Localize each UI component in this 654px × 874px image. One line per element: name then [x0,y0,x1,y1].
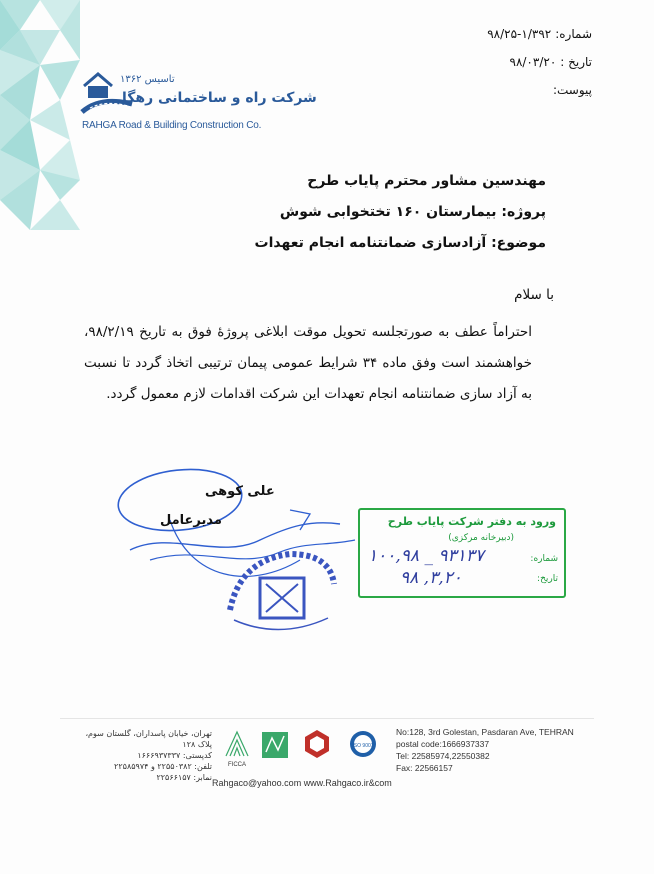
footer-address-fa: تهران، خیابان پاسداران، گلستان سوم، پلاک ۱۲۸ [85,729,212,749]
meta-number-value: ۹۸/۲۵-۱/۳۹۲ [487,27,552,41]
iso-badge [346,726,380,770]
meta-attachment-label: پیوست: [552,83,592,97]
subject-line: موضوع: آزادسازی ضمانتنامه انجام تعهدات [254,235,546,251]
corner-pattern [0,0,80,230]
footer-postal-fa: کدپستی: ۱۶۶۶۹۳۷۳۳۷ [137,751,212,760]
letter-body [84,280,554,410]
green-cert-icon [258,726,292,770]
greeting: با سلام [514,287,554,303]
signatory-title: مدیرعامل [160,513,222,528]
stamp-date-handwritten: ۹۸ ,۳,۲۰ [400,568,462,588]
receipt-stamp [358,508,566,598]
recipient: مهندسین مشاور محترم پایاب طرح [307,173,546,189]
footer-address-en: No:128, 3rd Golestan, Pasdaran Ave, TEHRAN [396,727,574,737]
footer-web[interactable]: Rahgaco@yahoo.com www.Rahgaco.ir&com [212,778,392,788]
footer-tel-en: Tel: 22585974,22550382 [396,751,490,761]
stamp-title: ورود به دفتر شرکت پایاب طرح [387,515,556,528]
stamp-subtitle: (دبیرخانه مرکزی) [448,533,514,543]
project-line: پروژه: بیمارستان ۱۶۰ تختخوابی شوش [279,204,546,220]
company-name-fa: شرکت راه و ساختمانی رهگا [122,90,317,106]
stamp-date-label: تاریخ: [537,574,558,584]
footer-contact-fa [72,728,212,783]
stamp-number-label: شماره: [530,554,558,564]
company-seal [220,540,340,640]
iso-label: ISO 9001 [352,743,374,749]
meta-number-label: شماره: [555,27,592,41]
ficca-badge [220,726,254,770]
established-year: تاسیس ۱۳۶۲ [120,74,175,85]
meta-number [372,20,592,48]
meta-date [372,48,592,76]
footer-tel-fa: تلفن: ۲۲۵۵۰۳۸۲ و ۲۲۵۸۵۹۷۴ [114,762,212,771]
signatory-name: علی کوهی [205,484,275,499]
body-paragraph: احتراماً عطف به صورتجلسه تحویل موقت ابلاغی پروژهٔ فوق به تاریخ ۹۸/۲/۱۹، خواهشمند است وفق ماده ۳۴ شرایط عمومی پیمان ترتیبی اتخاذ گردد تا نسبت به آزاد سازی ضمانتنامه انجام تعهدات این شرکت اقدامات لازم معمول گردد. [84,324,532,402]
letter-meta [372,20,592,104]
meta-attachment [372,76,592,104]
ficca-label: FICCA [228,762,246,768]
footer-postal-en: postal code:1666937337 [396,739,490,749]
footer-contact-en [396,726,596,774]
footer-fax-fa: نمابر: ۲۲۵۶۶۱۵۷ [156,773,212,782]
meta-date-value: ۹۸/۰۳/۲۰ [509,55,557,69]
footer-divider [60,718,594,719]
company-name-en: RAHGA Road & Building Construction Co. [82,120,262,131]
meta-date-label: تاریخ : [560,55,592,69]
letter-heading [126,166,546,259]
stamp-number-handwritten: ۱۰۰,۹۸ _ ۹۳۱۳۷ [368,546,485,566]
footer-fax-en: Fax: 22566157 [396,763,453,773]
hexagon-cert-icon [300,726,334,770]
